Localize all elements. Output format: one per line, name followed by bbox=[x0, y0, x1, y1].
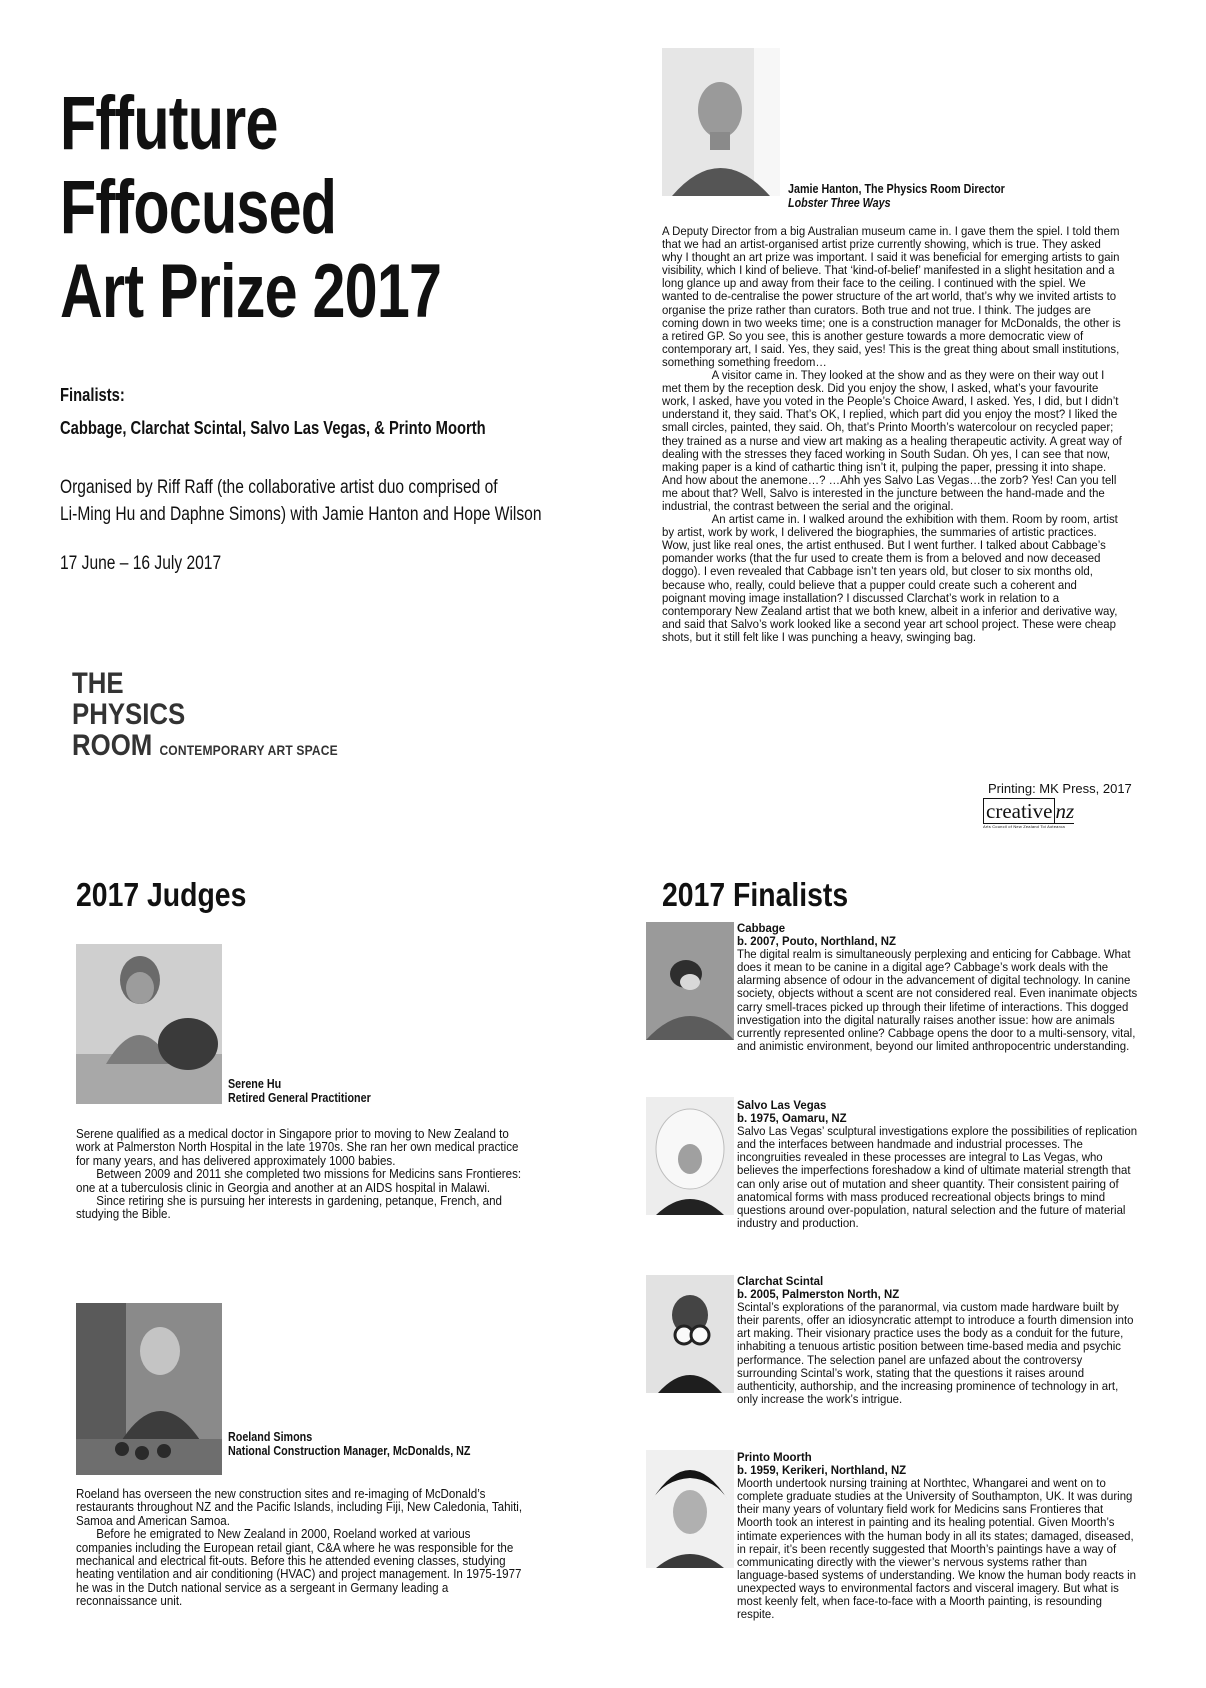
logo-subtitle: CONTEMPORARY ART SPACE bbox=[159, 742, 338, 758]
title-line-1: Fffuture bbox=[60, 81, 278, 166]
finalist-name: Printo Moorth bbox=[737, 1450, 812, 1464]
creative-nz-wordmark: creative bbox=[983, 798, 1055, 824]
creative-nz-suffix: nz bbox=[1055, 799, 1075, 823]
director-photo bbox=[662, 48, 780, 196]
bio-paragraph: Between 2009 and 2011 she completed two missions for Medicins sans Frontieres: one at a tuberculosis clinic in Georgia and another at an AIDS hospital in Malawi. bbox=[76, 1167, 522, 1195]
judge-bio-serene bbox=[76, 1128, 527, 1222]
logo-line-3: ROOM bbox=[72, 729, 153, 762]
finalist-photo-cabbage bbox=[646, 922, 734, 1040]
judges-heading: 2017 Judges bbox=[76, 876, 247, 913]
finalist-photo-salvo bbox=[646, 1097, 734, 1215]
judge-portrait-image bbox=[76, 1303, 222, 1475]
logo-line-2: PHYSICS bbox=[72, 698, 186, 731]
finalist-entry-cabbage bbox=[737, 922, 1138, 1053]
finalist-born: b. 2007, Pouto, Northland, NZ bbox=[737, 934, 896, 949]
finalists-label: Finalists: bbox=[60, 385, 125, 405]
finalist-text: Salvo Las Vegas’ sculptural investigations explore the possibilities of replication and the interfaces between handmade and industrial processes. The incongruities revealed in these processes are integral to Las Vegas, who believes the imperfections foreshadow a kind of ultimate material strength that can only arise out of mutation and sheer quantity. Their consistent pairing of anatomical forms with mass produced recreational objects brings to mind questions around over-population, natural selection and the future of material industry and production. bbox=[737, 1124, 1138, 1230]
judge-caption-serene bbox=[228, 1077, 371, 1105]
judge-photo-serene bbox=[76, 944, 222, 1104]
finalists-heading: 2017 Finalists bbox=[662, 876, 849, 913]
finalist-photo-clarchat bbox=[646, 1275, 734, 1393]
director-portrait-image bbox=[662, 48, 780, 196]
finalist-photo-printo bbox=[646, 1450, 734, 1568]
judge-caption-roeland bbox=[228, 1430, 471, 1458]
finalist-name: Clarchat Scintal bbox=[737, 1274, 824, 1288]
bio-paragraph: Before he emigrated to New Zealand in 2000, Roeland worked at various companies including the European retail giant, C&A where he was responsible for the mechanical and electrical fit-outs. Before this he attended evening classes, studying heating ventilation and air conditioning (HVAC) and project management. In 1975-1977 he was in the Dutch national service as a sergeant in Germany leading a reconnaissance unit. bbox=[76, 1527, 522, 1609]
finalist-portrait-image bbox=[646, 922, 734, 1040]
finalist-born: b. 1959, Kerikeri, Northland, NZ bbox=[737, 1463, 907, 1478]
finalist-text: Scintal’s explorations of the paranormal, via custom made hardware built by their parents, offer an idiosyncratic attempt to introduce a fourth dimension into art making. Their visionary practice uses the body as a conduit for the future, inhabiting a tenuous artistic position between time-based media and psychic performance. The selection panel are unfazed about the controversy surrounding Scintal’s work, stating that the questions it raises around authenticity, authorship, and the increasing prominence of technology in art, only increase the work’s intrigue. bbox=[737, 1300, 1134, 1406]
logo-line-1: THE bbox=[72, 667, 124, 700]
essay-paragraph: A visitor came in. They looked at the show and as they were on their way out I met them by the reception desk. Did you enjoy the show, I asked, what’s your favourite work, I asked, have you voted in the People’s Choice Award, I asked. Yes, I did, but I didn’t understand it, they said. That’s OK, I replied, which part did you enjoy the most? I liked the small circles, painted, they said. Oh, that’s Printo Moorth’s watercolour on recycled paper; they trained as a nurse and view art making as a healing therapeutic activity. A great way of dealing with the stresses they faced working in South Sudan. Oh yes, I can see that now, making paper is a kind of cathartic thing isn’t it, pulping the paper, pressing it into shape. And how about the anemone…? …Ahh yes Salvo Las Vegas…the zorb? Yes! Can you tell me about that? Well, Salvo is interested in the juncture between the hand-made and the industrial, the contrast between the serial and the original. bbox=[662, 368, 1122, 513]
finalists-names: Cabbage, Clarchat Scintal, Salvo Las Vegas, & Printo Moorth bbox=[60, 418, 486, 438]
judge-portrait-image bbox=[76, 944, 222, 1104]
judge-name: Roeland Simons bbox=[228, 1430, 313, 1444]
judge-photo-roeland bbox=[76, 1303, 222, 1475]
organised-line-2: Li-Ming Hu and Daphne Simons) with Jamie Hanton and Hope Wilson bbox=[60, 504, 542, 525]
finalist-born: b. 1975, Oamaru, NZ bbox=[737, 1111, 847, 1126]
creative-nz-tagline: Arts Council of New Zealand Toi Aotearoa bbox=[983, 823, 1074, 829]
bio-paragraph: Serene qualified as a medical doctor in Singapore prior to moving to New Zealand to work at Palmerston North Hospital in the late 1970s. She ran her own medical practice for many years, and has delivered approximately 1000 babies. bbox=[76, 1127, 519, 1168]
organised-by bbox=[60, 474, 585, 528]
finalist-name: Cabbage bbox=[737, 921, 786, 935]
finalist-entry-clarchat bbox=[737, 1275, 1138, 1406]
title-line-3: Art Prize 2017 bbox=[60, 249, 442, 334]
judge-role: National Construction Manager, McDonalds, NZ bbox=[228, 1444, 471, 1458]
finalist-portrait-image bbox=[646, 1275, 734, 1393]
finalist-entry-printo bbox=[737, 1451, 1138, 1621]
essay-paragraph: A Deputy Director from a big Australian museum came in. I gave them the spiel. I told them that we had an artist-organised artist prize currently showing, which is true. They asked why I thought an art prize was important. I said it was beneficial for emerging artists to gain visibility, which I kind of believe. That ‘kind-of-belief’ manifested in a slight hesitation and a long glance up and away from their face to the ceiling. I continued with the spiel. We wanted to de-centralise the power structure of the art world, that’s why we invited artists to organise the prize rather than curators. Both true and not true. I think. The judges are coming down in two weeks time; one is a construction manager for McDonalds, the other is a retired GP. So you see, this is another gesture towards a more democratic view of contemporary art, I said. Yes, they said, yes! This is the great thing about small institutions, something something freedom… bbox=[662, 224, 1121, 369]
bio-paragraph: Since retiring she is pursuing her interests in gardening, petanque, French, and studying the Bible. bbox=[76, 1194, 503, 1222]
finalist-entry-salvo bbox=[737, 1099, 1138, 1230]
bio-paragraph: Roeland has overseen the new construction sites and re-imaging of McDonald’s restaurants throughout NZ and the Pacific Islands, including Fiji, New Caledonia, Tahiti, Samoa and American Samoa. bbox=[76, 1487, 523, 1528]
essay-paragraph: An artist came in. I walked around the exhibition with them. Room by room, artist by artist, work by work, I delivered the biographies, the summaries of artistic practices. Wow, just like real ones, the artist enthused. But I went further. I talked about Cabbage’s pomander works (that the fur used to create them is from a beloved and now deceased doggo). I even revealed that Cabbage isn’t ten years old, but closer to six months old, because who, really, could believe that a pupper could create such a coherent and poignant moving image installation? I discussed Clarchat’s work in relation to a contemporary New Zealand artist that we both knew, albeit in a inferior and derivative way, and said that Salvo’s work looked like a second year art school project. These were cheap shots, but it still felt like I was punching a heavy, swinging bag. bbox=[662, 512, 1118, 644]
judge-bio-roeland bbox=[76, 1488, 527, 1609]
essay-title: Lobster Three Ways bbox=[788, 196, 891, 210]
finalist-name: Salvo Las Vegas bbox=[737, 1098, 827, 1112]
exhibition-dates: 17 June – 16 July 2017 bbox=[60, 553, 222, 574]
finalist-portrait-image bbox=[646, 1097, 734, 1215]
finalist-text: The digital realm is simultaneously perplexing and enticing for Cabbage. What does it mean to be canine in a digital age? Cabbage’s work deals with the alarming absence of odour in the advancement of digital technology. In canine society, objects without a scent are not considered real. Even inanimate objects carry smell-traces picked up through their lifetime of interactions. This dogged investigation into the digital naturally raises another issue: how are animals currently represented online? Cabbage opens the door to a multi-sensory, vital, and animistic environment, beyond our limited anthropocentric understanding. bbox=[737, 947, 1138, 1053]
printing-credit: Printing: MK Press, 2017 bbox=[988, 781, 1132, 796]
finalist-portrait-image bbox=[646, 1450, 734, 1568]
page-title bbox=[60, 82, 497, 334]
creative-nz-logo bbox=[983, 800, 1074, 829]
organised-line-1: Organised by Riff Raff (the collaborative artist duo comprised of bbox=[60, 477, 498, 498]
title-line-2: Fffocused bbox=[60, 165, 337, 250]
director-essay bbox=[662, 225, 1122, 644]
director-name: Jamie Hanton, The Physics Room Director bbox=[788, 182, 1005, 196]
physics-room-logo bbox=[72, 668, 338, 766]
director-caption bbox=[788, 182, 1005, 210]
finalist-text: Moorth undertook nursing training at Northtec, Whangarei and went on to complete graduate studies at the University of Southampton, UK. It was during their many years of voluntary field work for Medicins sans Frontieres that Moorth took an interest in painting and its healing potential. Given Moorth’s intimate experiences with the human body in all its states; damaged, diseased, in repair, it’s been recently suggested that Moorth’s paintings have a way of communicating directly with the viewer’s nervous systems rather than language-based systems of understanding. We know the human body reacts in unexpected ways to environmental factors and visceral imagery. But what is most keenly felt, when face-to-face with a Moorth painting, is resounding respite. bbox=[737, 1476, 1137, 1622]
judge-name: Serene Hu bbox=[228, 1077, 282, 1091]
finalist-born: b. 2005, Palmerston North, NZ bbox=[737, 1287, 900, 1302]
judge-role: Retired General Practitioner bbox=[228, 1091, 371, 1105]
